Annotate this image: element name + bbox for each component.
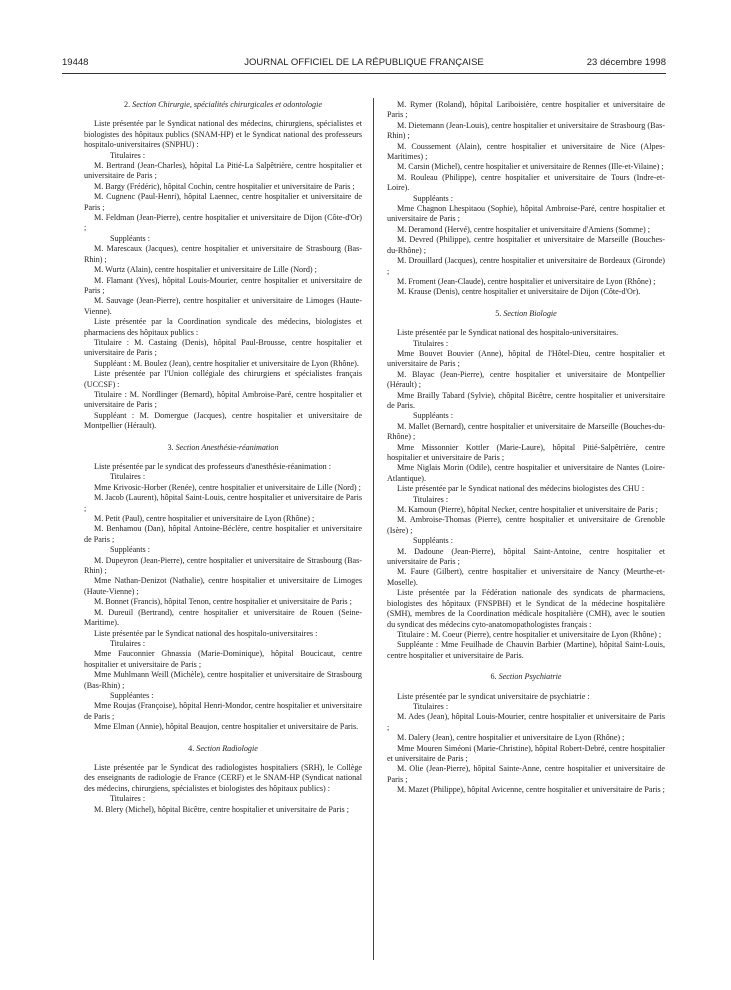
- paragraph: M. Ades (Jean), hôpital Louis-Mourier, centre hospitalier et universitaire de Paris ;: [387, 712, 665, 732]
- paragraph: Mme Chagnon Lhespitaou (Sophie), hôpital Ambroise-Paré, centre hospitalier et universitaire de Paris ;: [387, 204, 665, 224]
- section-title: Section Chirurgie, spécialités chirurgicales et odontologie: [132, 100, 322, 109]
- list-subheading: Titulaires :: [413, 338, 449, 348]
- section-number: 4.: [188, 743, 195, 753]
- paragraph: M. Dupeyron (Jean-Pierre), centre hospitalier et universitaire de Strasbourg (Bas-Rhin) ;: [84, 555, 362, 576]
- paragraph: Mme Niglais Morin (Odile), centre hospitalier et universitaire de Nantes (Loire-Atlantique).: [387, 463, 665, 483]
- paragraph: M. Froment (Jean-Claude), centre hospitalier et universitaire de Lyon (Rhône) ;: [397, 276, 656, 286]
- paragraph: M. Krause (Denis), centre hospitalier et universitaire de Dijon (Côte-d'Or).: [397, 287, 641, 297]
- paragraph: Mme Mouren Siméoni (Marie-Christine), hôpital Robert-Debré, centre hospitalier et universitaire de Paris ;: [387, 743, 665, 763]
- paragraph: M. Bonnet (Francis), hôpital Tenon, centre hospitalier et universitaire de Paris ;: [94, 597, 352, 607]
- paragraph: M. Bargy (Frédéric), hôpital Cochin, centre hospitalier et universitaire de Paris ;: [94, 181, 355, 191]
- paragraph: Mme Elman (Annie), hôpital Beaujon, centre hospitalier et universitaire de Paris.: [94, 722, 359, 732]
- paragraph: M. Flamant (Yves), hôpital Louis-Mourier, centre hospitalier et universitaire de Paris ;: [84, 275, 362, 295]
- paragraph: M. Kamoun (Pierre), hôpital Necker, centre hospitalier et universitaire de Paris ;: [397, 505, 658, 515]
- paragraph: M. Devred (Philippe), centre hospitalier et universitaire de Marseille (Bouches-du-Rhône) ;: [387, 235, 665, 255]
- section-number: 3.: [167, 442, 174, 452]
- paragraph: Liste présentée par le syndicat universitaire de psychiatrie :: [397, 691, 590, 701]
- paragraph: Suppléante : Mme Feuilhade de Chauvin Barbier (Martine), hôpital Saint-Louis, centre hospitalier et universitaire de Paris.: [387, 640, 665, 660]
- paragraph: Liste présentée par la Coordination syndicale des médecins, biologistes et pharmaciens des hôpitaux publics :: [84, 317, 362, 337]
- paragraph: Liste présentée par le Syndicat national des médecins biologistes des CHU :: [397, 484, 645, 494]
- paragraph: Liste présentée par le Syndicat national des médecins, chirurgiens, spécialistes et biologistes des hôpitaux publics (SNAM-HP) et le Syndicat national des professeurs hospitalo-universitaires (SNPHU) :: [84, 119, 362, 150]
- paragraph: M. Dureuil (Bertrand), centre hospitalier et universitaire de Rouen (Seine-Maritime).: [84, 607, 362, 628]
- paragraph: M. Coussement (Alain), centre hospitalier et universitaire de Nice (Alpes-Maritimes) ;: [387, 141, 665, 162]
- section-title: Section Biologie: [503, 308, 557, 318]
- paragraph: Mme Nathan-Denizot (Nathalie), centre hospitalier et universitaire de Limoges (Haute-Vienne) ;: [84, 576, 362, 596]
- paragraph: Suppléant : M. Boulez (Jean), centre hospitalier et universitaire de Lyon (Rhône).: [94, 358, 359, 368]
- paragraph: Titulaire : M. Nordlinger (Bernard), hôpital Ambroise-Paré, centre hospitalier et universitaire de Paris ;: [84, 389, 362, 410]
- section-title: Section Psychiatrie: [498, 672, 562, 682]
- paragraph: M. Mazet (Philippe), hôpital Avicenne, centre hospitalier et universitaire de Paris ;: [397, 785, 665, 795]
- list-subheading: Suppléantes :: [110, 690, 154, 700]
- issue-date: 23 décembre 1998: [586, 57, 666, 68]
- section-number: 2.: [124, 100, 131, 109]
- section-heading: [84, 100, 362, 110]
- section-number: 5.: [495, 308, 502, 318]
- paragraph: M. Carsin (Michel), centre hospitalier et universitaire de Rennes (Ille-et-Vilaine) ;: [397, 162, 664, 172]
- right-column: [387, 100, 665, 796]
- paragraph: M. Jacob (Laurent), hôpital Saint-Louis, centre hospitalier et universitaire de Paris ;: [84, 493, 362, 513]
- section-title: Section Radiologie: [196, 743, 258, 753]
- paragraph: M. Ambroise-Thomas (Pierre), centre hospitalier et universitaire de Grenoble (Isère) ;: [387, 515, 665, 535]
- list-subheading: Suppléants :: [413, 411, 453, 421]
- section-title: Section Anesthésie-réanimation: [175, 442, 279, 452]
- list-subheading: Titulaires :: [110, 794, 146, 804]
- paragraph: Mme Krivosic-Horber (Renée), centre hospitalier et universitaire de Lille (Nord) ;: [94, 482, 361, 492]
- section-heading: [84, 744, 362, 754]
- paragraph: M. Blery (Michel), hôpital Bicêtre, centre hospitalier et universitaire de Paris ;: [94, 804, 349, 814]
- paragraph: Mme Bouvet Bouvier (Anne), hôpital de l'Hôtel-Dieu, centre hospitalier et universitaire de Paris ;: [387, 348, 665, 369]
- paragraph: Titulaire : M. Castaing (Denis), hôpital Paul-Brousse, centre hospitalier et universitaire de Paris ;: [84, 337, 362, 358]
- paragraph: M. Faure (Gilbert), centre hospitalier et universitaire de Nancy (Meurthe-et-Moselle).: [387, 567, 665, 587]
- paragraph: M. Olie (Jean-Pierre), hôpital Sainte-Anne, centre hospitalier et universitaire de Paris ;: [387, 764, 665, 784]
- paragraph: Mme Muhlmann Weill (Michèle), centre hospitalier et universitaire de Strasbourg (Bas-Rhin) ;: [84, 670, 362, 690]
- paragraph: Titulaire : M. Coeur (Pierre), centre hospitalier et universitaire de Lyon (Rhône) ;: [397, 629, 662, 639]
- page-number: 19448: [62, 57, 89, 68]
- list-subheading: Titulaires :: [413, 701, 449, 711]
- paragraph: M. Petit (Paul), centre hospitalier et universitaire de Lyon (Rhône) ;: [94, 514, 315, 524]
- paragraph: Liste présentée par la Fédération nationale des syndicats de pharmaciens, biologistes des hôpitaux (FNSPBH) et le Syndicat de la médecine hospitalière (SMH), membres de la Coordination médicale hospitalière (CMH), avec le soutien du syndicat des médecins cyto-anatomopathologistes français :: [387, 588, 665, 629]
- paragraph: M. Mallet (Bernard), centre hospitalier et universitaire de Marseille (Bouches-du-Rhône) ;: [387, 421, 665, 442]
- header-rule: [62, 73, 666, 74]
- paragraph: M. Drouillard (Jacques), centre hospitalier et universitaire de Bordeaux (Gironde) ;: [387, 256, 665, 276]
- paragraph: Liste présentée par le Syndicat national des hospitalo-universitaires.: [397, 328, 619, 338]
- paragraph: Mme Roujas (Françoise), hôpital Henri-Mondor, centre hospitalier et universitaire de Paris ;: [84, 701, 362, 721]
- paragraph: M. Wurtz (Alain), centre hospitalier et universitaire de Lille (Nord) ;: [94, 265, 317, 275]
- paragraph: Mme Brailly Tabard (Sylvie), chôpital Bicêtre, centre hospitalier et universitaire de Paris.: [387, 390, 665, 410]
- section-heading: [84, 443, 362, 453]
- paragraph: Liste présentée par le Syndicat national des hospitalo-universitaires :: [94, 628, 318, 638]
- paragraph: M. Cugnenc (Paul-Henri), hôpital Laennec, centre hospitalier et universitaire de Paris ;: [84, 192, 362, 212]
- running-header: [62, 56, 666, 70]
- paragraph: M. Marescaux (Jacques), centre hospitalier et universitaire de Strasbourg (Bas-Rhin) ;: [84, 244, 362, 264]
- list-subheading: Titulaires :: [110, 150, 146, 160]
- paragraph: Suppléant : M. Domergue (Jacques), centre hospitalier et universitaire de Montpellier (Hérault).: [84, 410, 362, 431]
- paragraph: Mme Missonnier Kottler (Marie-Laure), hôpital Pitié-Salpêtrière, centre hospitalier et universitaire de Paris ;: [387, 442, 665, 462]
- journal-title: JOURNAL OFFICIEL DE LA RÉPUBLIQUE FRANÇAISE: [244, 57, 484, 68]
- column-divider: [373, 98, 374, 960]
- paragraph: M. Dadoune (Jean-Pierre), hôpital Saint-Antoine, centre hospitalier et universitaire de Paris ;: [387, 546, 665, 567]
- paragraph: M. Sauvage (Jean-Pierre), centre hospitalier et universitaire de Limoges (Haute-Vienne).: [84, 296, 362, 316]
- paragraph: M. Rouleau (Philippe), centre hospitalier et universitaire de Tours (Indre-et-Loire).: [387, 172, 665, 193]
- list-subheading: Titulaires :: [413, 494, 449, 504]
- paragraph: M. Deramond (Hervé), centre hospitalier et universitaire d'Amiens (Somme) ;: [397, 224, 651, 234]
- list-subheading: Titulaires :: [110, 638, 146, 648]
- list-subheading: Suppléants :: [413, 536, 453, 546]
- paragraph: M. Bertrand (Jean-Charles), hôpital La Pitié-La Salpêtrière, centre hospitalier et universitaire de Paris ;: [84, 161, 362, 181]
- list-subheading: Titulaires :: [110, 472, 146, 482]
- paragraph: M. Feldman (Jean-Pierre), centre hospitalier et universitaire de Dijon (Côte-d'Or) ;: [84, 213, 362, 233]
- left-column: [84, 100, 362, 815]
- paragraph: Liste présentée par le syndicat des professeurs d'anesthésie-réanimation :: [94, 462, 332, 471]
- list-subheading: Suppléants :: [413, 193, 453, 203]
- paragraph: Liste présentée par l'Union collégiale des chirurgiens et spécialistes français (UCCSF) :: [84, 369, 362, 389]
- paragraph: M. Dietemann (Jean-Louis), centre hospitalier et universitaire de Strasbourg (Bas-Rhin) ;: [387, 120, 665, 141]
- paragraph: Mme Fauconnier Ghnassia (Marie-Dominique), hôpital Boucicaut, centre hospitalier et universitaire de Paris ;: [84, 649, 362, 669]
- paragraph: M. Dalery (Jean), centre hospitalier et universitaire de Lyon (Rhône) ;: [397, 733, 625, 743]
- list-subheading: Suppléants :: [110, 545, 150, 555]
- paragraph: M. Blayac (Jean-Pierre), centre hospitalier et universitaire de Montpellier (Hérault) ;: [387, 369, 665, 390]
- section-heading: [387, 309, 665, 319]
- section-heading: [387, 672, 665, 682]
- paragraph: M. Rymer (Roland), hôpital Lariboisière, centre hospitalier et universitaire de Paris ;: [387, 100, 665, 120]
- paragraph: M. Benhamou (Dan), hôpital Antoine-Béclère, centre hospitalier et universitaire de Paris ;: [84, 524, 362, 544]
- paragraph: Liste présentée par le Syndicat des radiologistes hospitaliers (SRH), le Collège des enseignants de radiologie de France (CERF) et le SNAM-HP (Syndicat national des médecins, chirurgiens, spécialistes et biologistes des hôpitaux publics) :: [84, 762, 362, 793]
- section-number: 6.: [490, 672, 497, 682]
- list-subheading: Suppléants :: [110, 233, 150, 243]
